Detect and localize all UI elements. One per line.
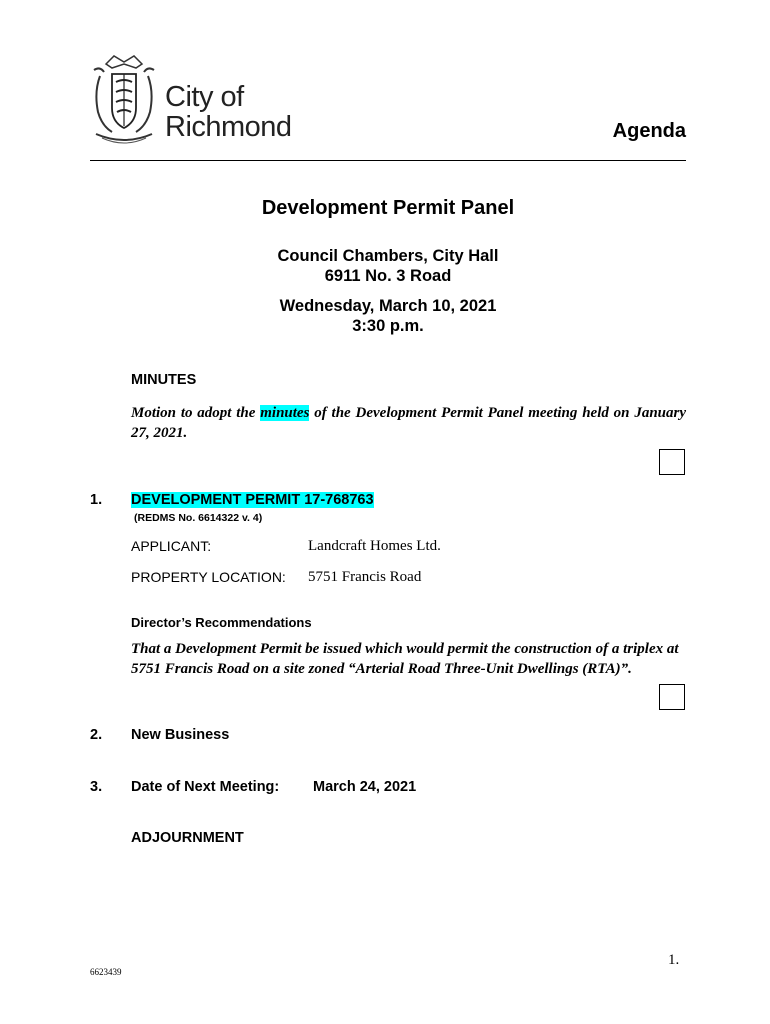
motion-text-before: Motion to adopt the bbox=[131, 405, 261, 421]
item-1-number: 1. bbox=[90, 492, 103, 508]
item-3-number: 3. bbox=[90, 779, 103, 795]
meeting-date: Wednesday, March 10, 2021 bbox=[279, 297, 497, 315]
directors-recommendations-heading: Director’s Recommendations bbox=[131, 615, 312, 630]
adjournment-heading: ADJOURNMENT bbox=[131, 830, 244, 846]
city-crest-logo bbox=[86, 52, 162, 144]
property-location-value: 5751 Francis Road bbox=[308, 569, 422, 585]
document-id: 6623439 bbox=[90, 967, 122, 977]
motion-text-after: of the Development Permit Panel meeting held on January 27, 2021. bbox=[131, 405, 686, 441]
logo-line-1: City of bbox=[165, 81, 244, 113]
minutes-motion bbox=[131, 403, 686, 443]
venue-line-1: Council Chambers, City Hall bbox=[277, 247, 499, 265]
recommendation-checkbox[interactable] bbox=[659, 684, 685, 710]
minutes-checkbox[interactable] bbox=[659, 449, 685, 475]
meeting-venue bbox=[90, 246, 686, 286]
logo-wordmark bbox=[165, 82, 292, 142]
venue-line-2: 6911 No. 3 Road bbox=[324, 267, 452, 285]
applicant-value: Landcraft Homes Ltd. bbox=[308, 538, 441, 554]
logo-line-2: Richmond bbox=[165, 111, 292, 143]
item-2-number: 2. bbox=[90, 727, 103, 743]
item-2-title: New Business bbox=[131, 727, 230, 743]
meeting-title: Development Permit Panel bbox=[261, 197, 515, 219]
minutes-heading: MINUTES bbox=[131, 372, 197, 388]
header-rule bbox=[90, 160, 686, 161]
property-location-label: PROPERTY LOCATION: bbox=[131, 569, 286, 585]
recommendation-text: That a Development Permit be issued which would permit the construction of a triplex at 5751 Francis Road on a site zoned “Arterial Road Three-Unit Dwellings (RTA)”. bbox=[131, 641, 679, 677]
applicant-label: APPLICANT: bbox=[131, 538, 212, 554]
next-meeting-date: March 24, 2021 bbox=[313, 779, 417, 795]
item-1-title-link[interactable]: DEVELOPMENT PERMIT 17-768763 bbox=[131, 492, 374, 508]
meeting-time: 3:30 p.m. bbox=[352, 317, 424, 335]
item-3-title: Date of Next Meeting: bbox=[131, 779, 280, 795]
page-number: 1. bbox=[668, 952, 680, 968]
meeting-datetime bbox=[90, 296, 686, 336]
document-type: Agenda bbox=[612, 120, 686, 142]
minutes-link[interactable]: minutes bbox=[260, 405, 310, 421]
item-1-redms: (REDMS No. 6614322 v. 4) bbox=[134, 512, 263, 524]
